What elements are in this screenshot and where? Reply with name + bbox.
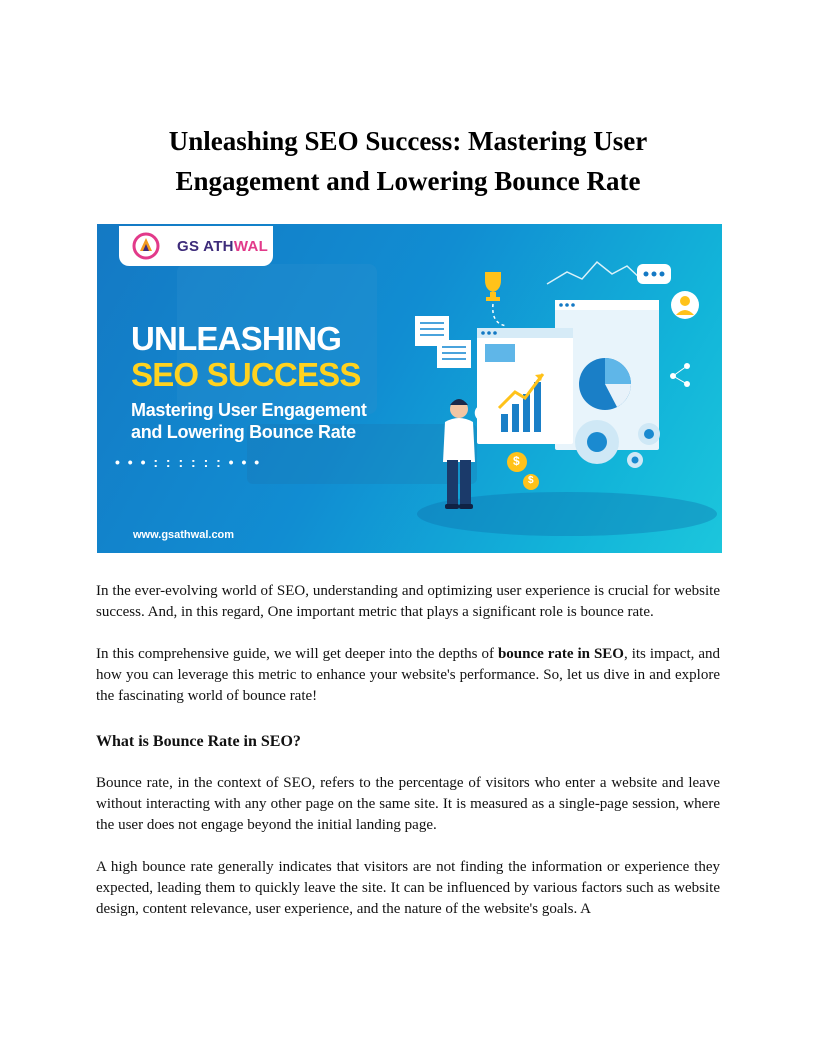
- intro-paragraph: In the ever-evolving world of SEO, understanding and optimizing user experience is crucial for website success. And, in this regard, One important metric that plays a significant role is bounce rate.: [96, 583, 720, 620]
- logo-text: [177, 238, 268, 255]
- dashed-connector: [493, 304, 507, 326]
- logo-text-part2: WAL: [233, 238, 269, 255]
- section-heading: What is Bounce Rate in SEO?: [96, 733, 301, 750]
- document-list-icon: [415, 316, 471, 368]
- hero-banner-image: [97, 224, 722, 553]
- banner-subline-1: Mastering User Engagement: [131, 400, 367, 420]
- definition-paragraph: Bounce rate, in the context of SEO, refers to the percentage of visitors who enter a website and leave without interacting with any other page on the same site. It is measured as a single-page session, where the user does not engage beyond the initial landing page.: [96, 775, 720, 833]
- page-title: [96, 121, 720, 201]
- guide-paragraph: [96, 644, 720, 707]
- banner-headline-1: UNLEASHING: [131, 320, 342, 357]
- title-line-1: Unleashing SEO Success: Mastering User: [168, 126, 648, 156]
- logo-emblem-icon: [131, 231, 161, 261]
- guide-paragraph-text-2: , its impact, and how you can leverage this metric to enhance your website's performance. So, let us dive in and explore the fascinating world of bounce rate!: [96, 646, 720, 704]
- guide-paragraph-text-1: In this comprehensive guide, we will get deeper into the depths of: [96, 646, 498, 662]
- banner-subline-2: and Lowering Bounce Rate: [131, 422, 356, 442]
- bounce-rate-keyword: bounce rate in SEO: [497, 646, 624, 662]
- brand-logo: [119, 226, 273, 266]
- logo-text-part1: GS ATH: [177, 238, 234, 255]
- banner-dots-decoration: • • • : : : : : : • • •: [115, 454, 262, 470]
- user-avatar-icon: [671, 291, 699, 319]
- banner-subheadline: [131, 399, 431, 443]
- high-bounce-paragraph: A high bounce rate generally indicates that visitors are not finding the information or experience they expected, leading them to quickly leave the site. It can be influenced by various factors such as website design, content relevance, user experience, and the nature of the website's goals. A: [96, 859, 720, 917]
- coin-dollar-sign-small: $: [528, 475, 534, 486]
- analytics-panel-front: [477, 328, 573, 444]
- banner-headline-2: SEO SUCCESS: [131, 356, 361, 393]
- coin-icon: [507, 452, 539, 490]
- title-line-2: Engagement and Lowering Bounce Rate: [175, 166, 641, 196]
- share-network-icon: [670, 363, 690, 387]
- chat-bubble-icon: [637, 264, 671, 284]
- coin-dollar-sign: $: [513, 454, 520, 468]
- trend-line-chart: [547, 262, 642, 284]
- banner-website-url: www.gsathwal.com: [133, 529, 235, 541]
- trophy-icon: [485, 272, 501, 301]
